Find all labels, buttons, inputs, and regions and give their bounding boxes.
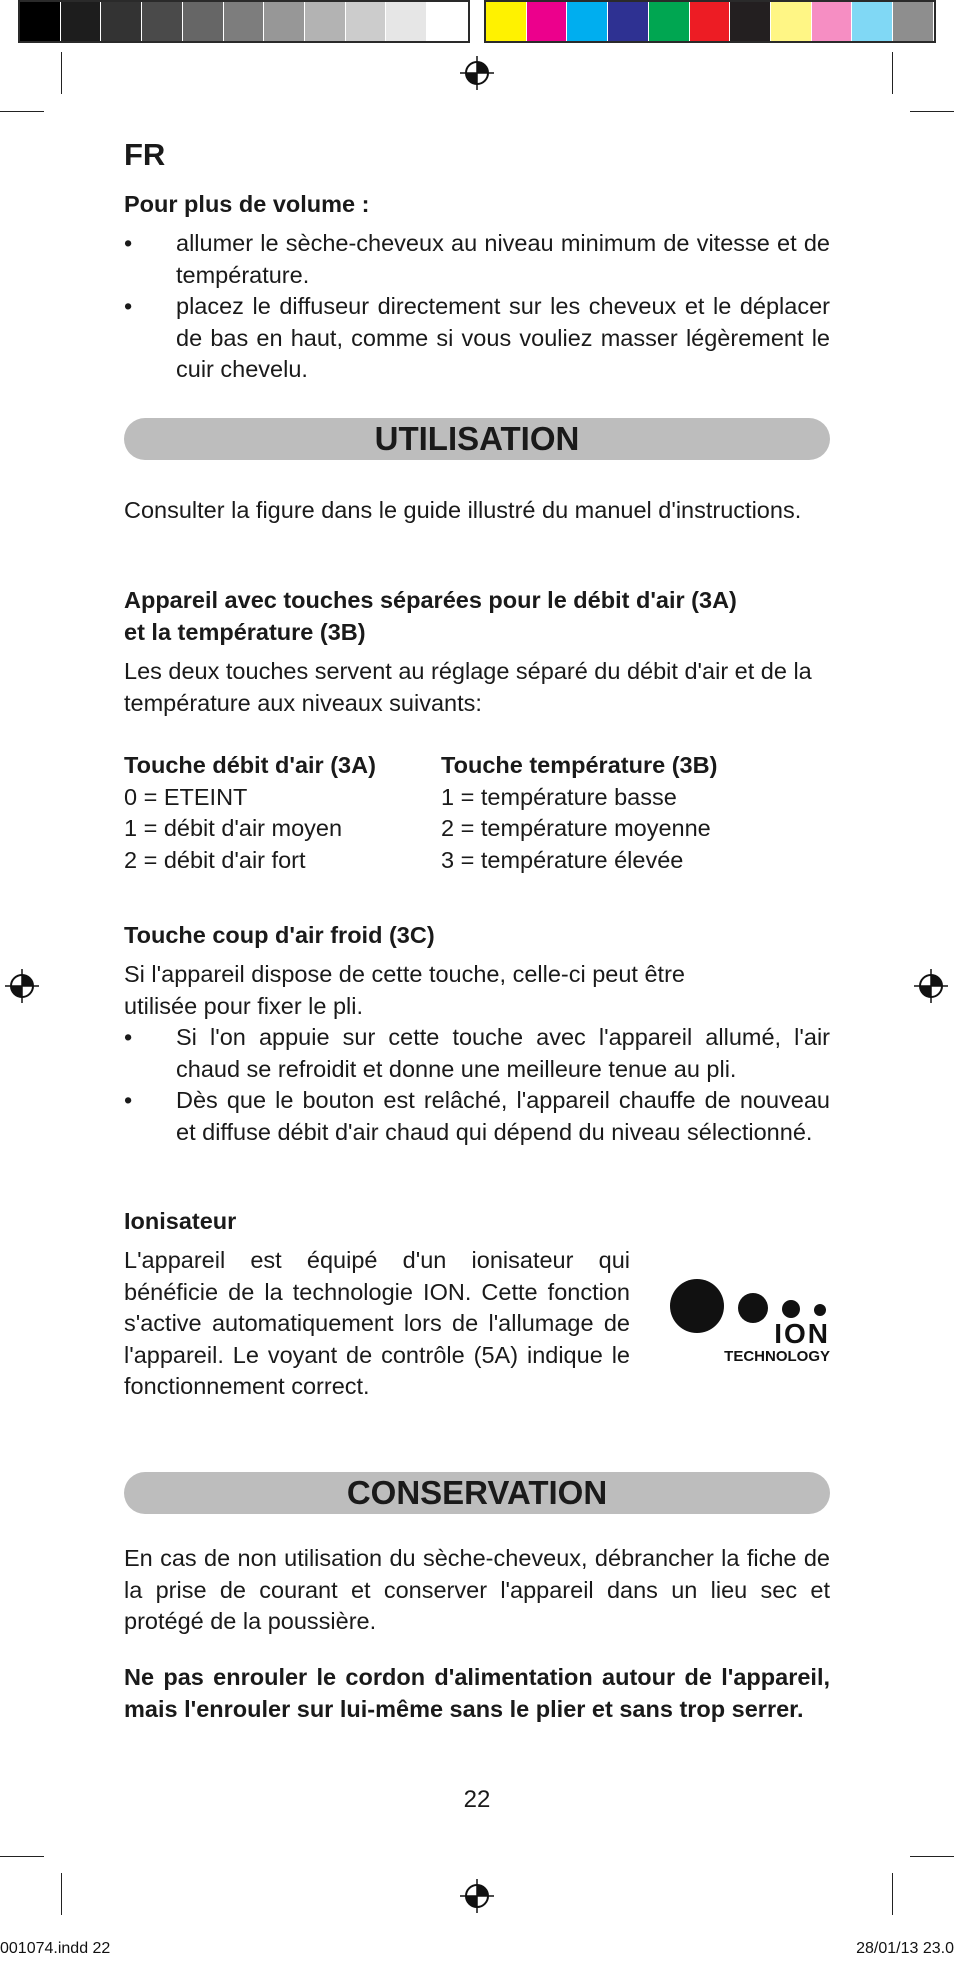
color-swatch bbox=[224, 2, 265, 41]
temperature-level: 2 = température moyenne bbox=[441, 815, 711, 841]
separate-keys-heading-line: et la température (3B) bbox=[124, 618, 366, 645]
color-swatch bbox=[730, 2, 771, 41]
list-item-text: Si l'on appuie sur cette touche avec l'appareil allumé, l'air chaud se refroidit et donne une meilleure tenue au pli. bbox=[176, 1024, 830, 1082]
crop-mark bbox=[0, 111, 44, 112]
cold-shot-heading: Touche coup d'air froid (3C) bbox=[124, 922, 435, 948]
volume-heading: Pour plus de volume : bbox=[124, 191, 370, 217]
color-swatch bbox=[812, 2, 853, 41]
bullet-icon: • bbox=[124, 293, 133, 319]
ioniser-text: L'appareil est équipé d'un ionisateur qui bénéficie de la technologie ION. Cette fonction s'active automatiquement lors de l'allumage de l'appareil. Le voyant de contrôle (5A) indique le fonctionnement correct. bbox=[124, 1247, 630, 1399]
list-item-text: Dès que le bouton est relâché, l'appareil chauffe de nouveau et diffuse débit d'air chaud qui dépend du niveau sélectionné. bbox=[176, 1087, 830, 1145]
color-swatch bbox=[20, 2, 61, 41]
air-flow-level: 1 = débit d'air moyen bbox=[124, 815, 343, 841]
separate-keys-heading-line: Appareil avec touches séparées pour le débit d'air (3A) bbox=[124, 587, 737, 613]
conservation-text: En cas de non utilisation du sèche-cheveux, débrancher la fiche de la prise de courant et conserver l'appareil dans un lieu sec et protégé de la poussière. bbox=[124, 1545, 830, 1634]
color-swatch bbox=[608, 2, 649, 41]
air-flow-level: 2 = débit d'air fort bbox=[124, 846, 306, 873]
list-item bbox=[124, 228, 830, 291]
ion-logo-subtitle: TECHNOLOGY bbox=[724, 1348, 830, 1365]
crop-mark bbox=[61, 1873, 62, 1915]
registration-mark-icon bbox=[914, 969, 948, 1003]
color-swatch bbox=[142, 2, 183, 41]
color-swatch bbox=[61, 2, 102, 41]
color-swatch bbox=[346, 2, 387, 41]
temperature-column bbox=[441, 750, 831, 876]
color-swatch bbox=[527, 2, 568, 41]
file-slug: 001074.indd 22 bbox=[0, 1940, 111, 1957]
registration-mark-icon bbox=[460, 56, 494, 90]
cold-shot-bullet-list bbox=[124, 1022, 830, 1148]
cold-shot-text bbox=[124, 959, 830, 1022]
bullet-icon: • bbox=[124, 1087, 133, 1113]
separate-keys-text: Les deux touches servent au réglage séparé du débit d'air et de la température aux niveaux suivants: bbox=[124, 658, 812, 716]
volume-bullet-list bbox=[124, 228, 830, 386]
color-swatch bbox=[893, 2, 934, 41]
list-item-text: placez le diffuseur directement sur les cheveux et le déplacer de bas en haut, comme si vous vouliez masser légèrement le cuir chevelu. bbox=[176, 293, 830, 382]
color-swatch bbox=[771, 2, 812, 41]
color-swatch bbox=[486, 2, 527, 41]
crop-mark bbox=[892, 1873, 893, 1915]
cold-shot-text-line: utilisée pour fixer le pli. bbox=[124, 992, 364, 1019]
separate-keys-heading bbox=[124, 585, 830, 648]
section-title-conservation: CONSERVATION bbox=[124, 1472, 830, 1514]
crop-mark bbox=[0, 1856, 44, 1857]
list-item-text: allumer le sèche-cheveux au niveau minimum de vitesse et de température. bbox=[176, 230, 830, 288]
list-item bbox=[124, 1085, 830, 1148]
color-swatch bbox=[264, 2, 305, 41]
color-swatch bbox=[852, 2, 893, 41]
crop-mark bbox=[892, 52, 893, 94]
utilisation-intro: Consulter la figure dans le guide illustré du manuel d'instructions. bbox=[124, 497, 802, 523]
cmyk-color-bar bbox=[484, 0, 936, 43]
section-title-utilisation: UTILISATION bbox=[124, 418, 830, 460]
color-swatch bbox=[305, 2, 346, 41]
date-slug: 28/01/13 23.0 bbox=[856, 1940, 954, 1957]
crop-mark bbox=[61, 52, 62, 94]
registration-mark-icon bbox=[5, 969, 39, 1003]
ioniser-heading: Ionisateur bbox=[124, 1208, 237, 1234]
list-item bbox=[124, 1022, 830, 1085]
bullet-icon: • bbox=[124, 230, 133, 256]
temperature-heading: Touche température (3B) bbox=[441, 752, 718, 778]
temperature-level: 1 = température basse bbox=[441, 783, 677, 810]
page-number: 22 bbox=[463, 1786, 491, 1813]
color-swatch bbox=[427, 2, 468, 41]
air-flow-column bbox=[124, 750, 434, 876]
cold-shot-text-line: Si l'appareil dispose de cette touche, celle-ci peut être bbox=[124, 961, 685, 987]
grayscale-color-bar bbox=[18, 0, 470, 43]
color-swatch bbox=[567, 2, 608, 41]
crop-mark bbox=[910, 111, 954, 112]
ion-technology-logo bbox=[670, 1276, 830, 1368]
temperature-level: 3 = température élevée bbox=[441, 846, 684, 873]
list-item bbox=[124, 291, 830, 386]
color-swatch bbox=[183, 2, 224, 41]
bullet-icon: • bbox=[124, 1024, 133, 1050]
registration-mark-icon bbox=[460, 1879, 494, 1913]
cord-warning: Ne pas enrouler le cordon d'alimentation autour de l'appareil, mais l'enrouler sur lui-même sans le plier et sans trop serrer. bbox=[124, 1664, 830, 1722]
color-swatch bbox=[649, 2, 690, 41]
language-code: FR bbox=[124, 137, 166, 172]
color-swatch bbox=[690, 2, 731, 41]
color-swatch bbox=[101, 2, 142, 41]
color-swatch bbox=[386, 2, 427, 41]
air-flow-heading: Touche débit d'air (3A) bbox=[124, 752, 376, 778]
air-flow-level: 0 = ETEINT bbox=[124, 783, 248, 810]
crop-mark bbox=[910, 1856, 954, 1857]
ion-logo-word: ION bbox=[774, 1318, 830, 1349]
